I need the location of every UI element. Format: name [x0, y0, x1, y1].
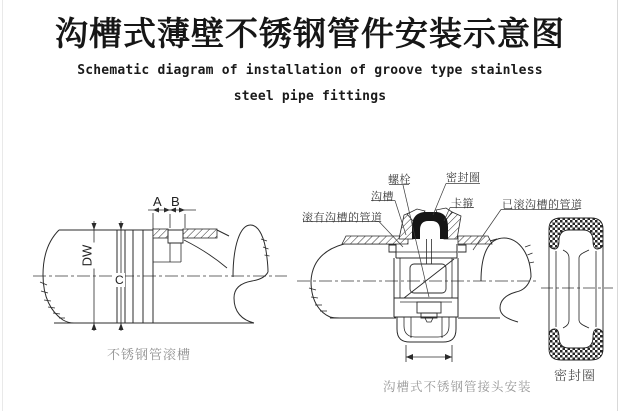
- left-pipe-grooving-diagram: [33, 208, 287, 332]
- page-title: 沟槽式薄壁不锈钢管件安装示意图: [55, 15, 565, 52]
- rubber-seal-section: [412, 212, 448, 239]
- label-seal-ring: 密封圈: [446, 172, 481, 184]
- left-diagram-caption: 不锈钢管滚槽: [107, 347, 192, 362]
- dim-label-a: A: [153, 194, 162, 209]
- page-subtitle-line2: steel pipe fittings: [233, 89, 387, 104]
- dim-label-dw: DW: [80, 243, 95, 269]
- label-pipe-with-groove: 滚有沟槽的管道: [302, 212, 383, 224]
- label-groove: 沟槽: [371, 191, 394, 203]
- middle-diagram-caption: 沟槽式不锈钢管接头安装: [383, 380, 532, 394]
- label-pipe-grooved: 已滚沟槽的管道: [502, 199, 583, 211]
- right-seal-ring-section-diagram: [541, 218, 613, 360]
- label-bolt: 螺栓: [388, 174, 411, 186]
- dim-label-b: B: [171, 194, 180, 209]
- page-subtitle-line1: Schematic diagram of installation of groove type stainless: [77, 63, 543, 78]
- dim-label-c: C: [115, 273, 124, 287]
- right-diagram-caption: 密封圈: [554, 368, 597, 383]
- label-clamp: 卡箍: [451, 198, 474, 210]
